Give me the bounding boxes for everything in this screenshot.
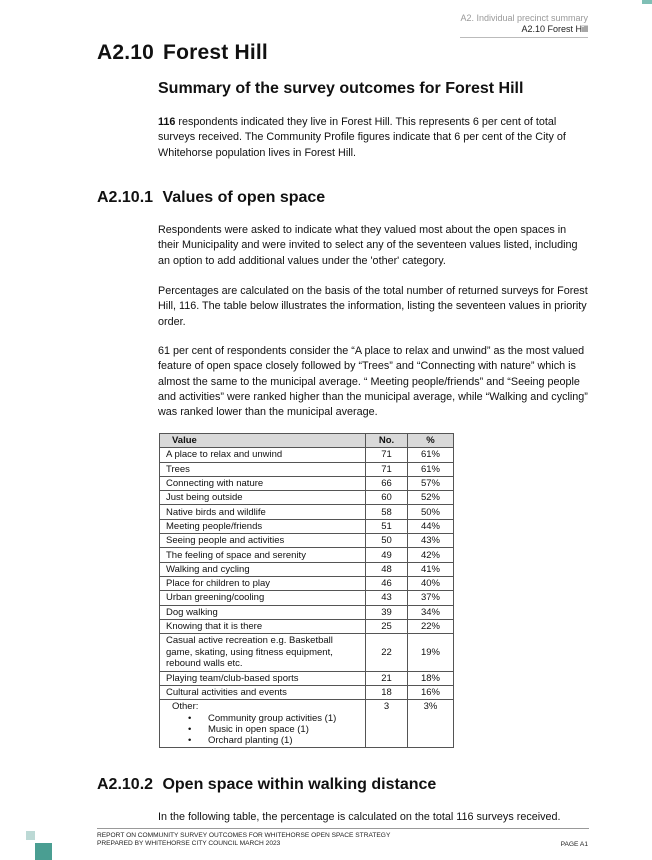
footer [97, 832, 390, 848]
row-value: Native birds and wildlife [160, 505, 366, 519]
table-row [160, 634, 454, 672]
row-no: 43 [366, 591, 408, 605]
table-row [160, 619, 454, 633]
table-row [160, 505, 454, 519]
row-no: 71 [366, 462, 408, 476]
footer-prepared-by: PREPARED BY WHITEHORSE CITY COUNCIL MARCH 2023 [97, 840, 281, 847]
row-pct: 61% [408, 448, 454, 462]
row-value: Knowing that it is there [160, 619, 366, 633]
table-row-other [160, 700, 454, 748]
row-pct: 61% [408, 462, 454, 476]
header-no: No. [366, 434, 408, 448]
row-value: A place to relax and unwind [160, 448, 366, 462]
row-no: 60 [366, 491, 408, 505]
corner-mark [642, 0, 652, 4]
row-pct: 22% [408, 619, 454, 633]
table-row [160, 671, 454, 685]
section-heading-walking [97, 776, 436, 794]
row-pct: 42% [408, 548, 454, 562]
running-head [460, 13, 588, 38]
decorative-square-light [26, 831, 35, 840]
row-no: 49 [366, 548, 408, 562]
table-header-row [160, 434, 454, 448]
row-no: 50 [366, 534, 408, 548]
row-value: Trees [160, 462, 366, 476]
row-value: Place for children to play [160, 576, 366, 590]
row-pct: 19% [408, 634, 454, 672]
page-title-text: Forest Hill [163, 41, 268, 64]
row-value: Walking and cycling [160, 562, 366, 576]
section-heading-values [97, 189, 325, 207]
row-pct: 34% [408, 605, 454, 619]
walking-intro-paragraph: In the following table, the percentage is calculated on the total 116 surveys received. [158, 811, 561, 823]
row-no: 18 [366, 685, 408, 699]
table-row [160, 576, 454, 590]
values-findings-paragraph: 61 per cent of respondents consider the “A place to relax and unwind” as the most valued feature of open space closely followed by “Trees” and “Connecting with nature” which is almost the same to the municipal average. “ Meeting people/friends” and “Seeing people and activities” were ranked higher than the municipal average, while “Walking and cycling” was ranked lower than the municipal average. [158, 345, 588, 419]
row-pct: 44% [408, 519, 454, 533]
summary-paragraph [158, 115, 590, 161]
row-value: Just being outside [160, 491, 366, 505]
other-item: • Community group activities (1) [184, 713, 359, 724]
table-row [160, 591, 454, 605]
values-method-paragraph: Percentages are calculated on the basis of the total number of returned surveys for Forest Hill, 116. The table below illustrates the information, listing the seventeen values in priority order. [158, 285, 588, 328]
row-pct: 41% [408, 562, 454, 576]
row-no: 22 [366, 634, 408, 672]
row-value: Meeting people/friends [160, 519, 366, 533]
section-title: Open space within walking distance [162, 776, 437, 793]
other-pct: 3% [408, 700, 454, 748]
table-row [160, 462, 454, 476]
summary-text: respondents indicated they live in Forest Hill. This represents 6 per cent of total surveys received. The Community Profile figures indicate that 6 per cent of the City of Whitehorse population lives in Forest Hill. [158, 116, 566, 159]
other-label: Other: [172, 701, 199, 713]
table-row [160, 548, 454, 562]
row-value: Playing team/club-based sports [160, 671, 366, 685]
other-cell [160, 700, 366, 748]
page-title-number: A2.10 [97, 41, 155, 64]
section-title: Values of open space [162, 189, 326, 206]
table-row [160, 519, 454, 533]
other-list [172, 713, 359, 746]
row-value: Cultural activities and events [160, 685, 366, 699]
row-pct: 52% [408, 491, 454, 505]
table-row [160, 476, 454, 490]
table-row [160, 534, 454, 548]
row-pct: 40% [408, 576, 454, 590]
other-item: • Orchard planting (1) [184, 735, 359, 746]
row-value: Dog walking [160, 605, 366, 619]
row-no: 46 [366, 576, 408, 590]
row-pct: 43% [408, 534, 454, 548]
row-no: 71 [366, 448, 408, 462]
row-no: 25 [366, 619, 408, 633]
values-table [159, 433, 454, 748]
table-row [160, 605, 454, 619]
decorative-square-dark [35, 843, 52, 860]
row-pct: 57% [408, 476, 454, 490]
running-head-subsection: A2.10 Forest Hill [460, 24, 588, 38]
footer-divider [97, 828, 589, 829]
table-row [160, 685, 454, 699]
row-no: 51 [366, 519, 408, 533]
row-no: 48 [366, 562, 408, 576]
summary-heading: Summary of the survey outcomes for Forest Hill [158, 80, 524, 97]
section-number: A2.10.2 [97, 776, 154, 793]
row-no: 66 [366, 476, 408, 490]
row-value: Urban greening/cooling [160, 591, 366, 605]
row-pct: 50% [408, 505, 454, 519]
table-row [160, 448, 454, 462]
page-title [97, 41, 268, 65]
row-value: Connecting with nature [160, 476, 366, 490]
values-intro-paragraph: Respondents were asked to indicate what they valued most about the open spaces in their Municipality and were invited to select any of the seventeen values listed, including an option to add additional values under the 'other' category. [158, 224, 578, 267]
running-head-section: A2. Individual precinct summary [460, 13, 588, 23]
row-no: 39 [366, 605, 408, 619]
row-no: 21 [366, 671, 408, 685]
footer-report-title: REPORT ON COMMUNITY SURVEY OUTCOMES FOR WHITEHORSE OPEN SPACE STRATEGY [97, 832, 391, 839]
table-row [160, 491, 454, 505]
row-pct: 18% [408, 671, 454, 685]
row-value: Seeing people and activities [160, 534, 366, 548]
row-pct: 16% [408, 685, 454, 699]
other-item: • Music in open space (1) [184, 724, 359, 735]
page-number: PAGE A1 [560, 841, 588, 848]
row-value: The feeling of space and serenity [160, 548, 366, 562]
header-pct: % [408, 434, 454, 448]
row-value: Casual active recreation e.g. Basketball game, skating, using fitness equipment, rebound walls etc. [160, 634, 366, 672]
other-no: 3 [366, 700, 408, 748]
row-no: 58 [366, 505, 408, 519]
section-number: A2.10.1 [97, 189, 154, 206]
header-value: Value [160, 434, 366, 448]
row-pct: 37% [408, 591, 454, 605]
summary-count: 116 [158, 116, 176, 128]
table-row [160, 562, 454, 576]
